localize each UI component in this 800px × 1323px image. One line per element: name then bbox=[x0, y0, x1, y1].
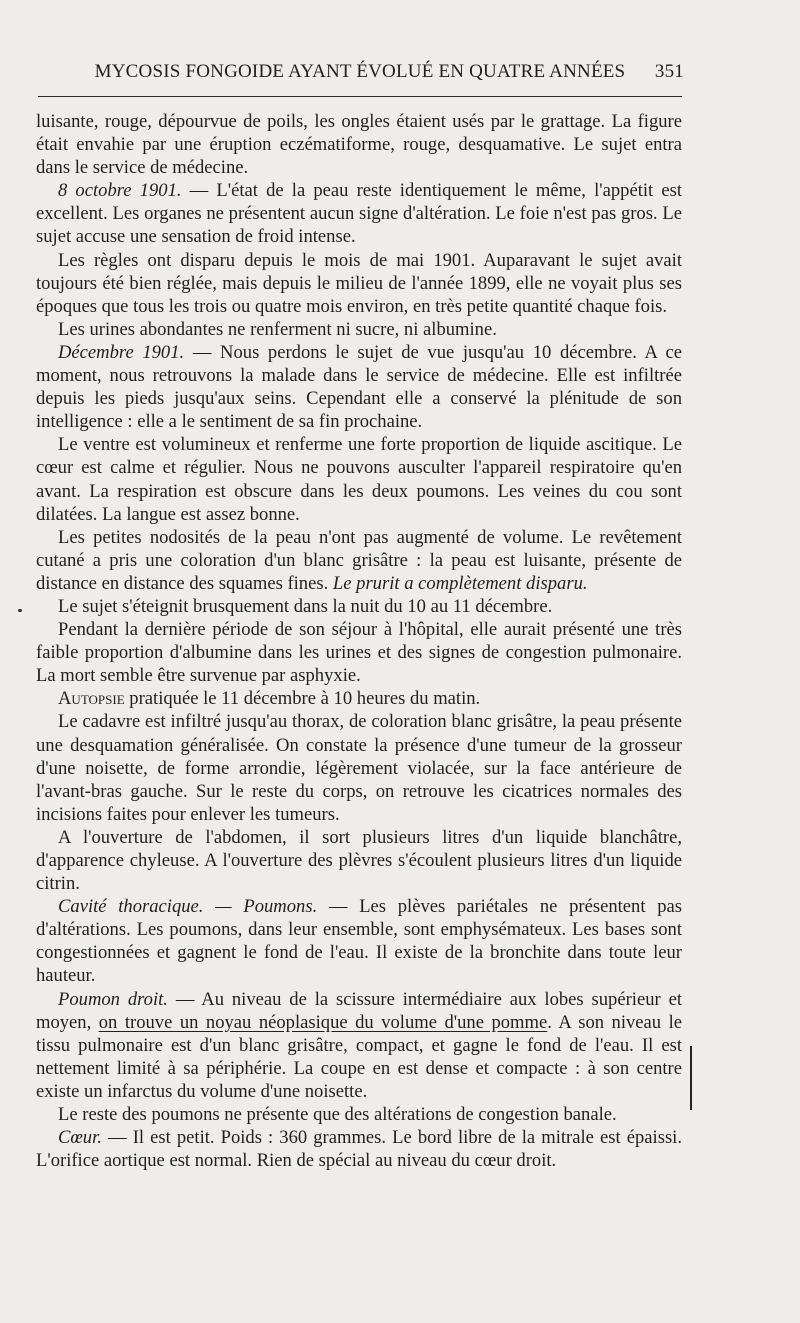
paragraph-11: Le cadavre est infiltré jusqu'au thorax, de coloration blanc grisâtre, la peau présente une desquamation généralisée. On constate la présence d'une tumeur de la grosseur d'une noisette, de forme arrondie, légèrement violacée, sur la face antérieure de l'avant-bras gauche. Sur le reste du corps, on retrouve les cicatrices normales des incisions faites pour enlever les tumeurs. bbox=[36, 711, 682, 825]
section-heading: Cœur. bbox=[58, 1127, 102, 1149]
paragraph-8: Le sujet s'éteignit brusquement dans la nuit du 10 au 11 décembre. bbox=[58, 595, 553, 617]
paragraph-9: Pendant la dernière période de son séjour à l'hôpital, elle aurait présenté une très faible proportion d'albumine dans les urines et des signes de congestion pulmonaire. La mort semble être survenue par asphyxie. bbox=[36, 619, 682, 687]
paragraph-12: A l'ouverture de l'abdomen, il sort plusieurs litres d'un liquide blanchâtre, d'apparence chyleuse. A l'ouverture des plèvres s'écoulent plusieurs litres d'un liquide citrin. bbox=[36, 826, 682, 895]
margin-annotation-bar bbox=[690, 1046, 692, 1110]
section-heading: Autopsie bbox=[58, 688, 125, 710]
header-rule bbox=[38, 96, 682, 97]
running-title: MYCOSIS FONGOIDE AYANT ÉVOLUÉ EN QUATRE ANNÉES bbox=[94, 61, 626, 82]
paragraph-1: luisante, rouge, dépourvue de poils, les ongles étaient usés par le grattage. La figure était envahie par une éruption eczématiforme, rouge, desquamative. Le sujet entra dans le service de médecine. bbox=[36, 111, 682, 179]
underlined-passage: on trouve un noyau néoplasique du volume d'une pomme bbox=[98, 1011, 548, 1033]
running-header bbox=[36, 56, 684, 88]
paragraph-16: Cœur. — Il est petit. Poids : 360 grammes. Le bord libre de la mitrale est épaissi. L'orifice aortique est normal. Rien de spécial au niveau du cœur droit. bbox=[36, 1127, 682, 1172]
section-heading: Cavité thoracique. — Poumons. bbox=[58, 896, 318, 918]
margin-speck bbox=[18, 609, 22, 612]
paragraph-7: Les petites nodosités de la peau n'ont pas augmenté de volume. Le revêtement cutané a pris une coloration d'un blanc grisâtre : la peau est luisante, présente de distance en distance des squames fines. Le prurit a complètement disparu. bbox=[36, 526, 682, 594]
paragraph-10: Autopsie pratiquée le 11 décembre à 10 heures du matin. bbox=[58, 688, 481, 710]
body-text bbox=[36, 110, 682, 1172]
paragraph-15: Le reste des poumons ne présente que des altérations de congestion banale. bbox=[58, 1104, 617, 1126]
page-number: 351 bbox=[654, 61, 684, 82]
paragraph-13: Cavité thoracique. — Poumons. — Les plèves pariétales ne présentent pas d'altérations. Les poumons, dans leur ensemble, sont emphysémateux. Les bases sont congestionnées et gagnent le fond de l'eau. Il existe de la bronchite dans toute leur hauteur. bbox=[36, 896, 682, 987]
paragraph-2: 8 octobre 1901. — L'état de la peau reste identiquement le même, l'appétit est excellent. Les organes ne présentent aucun signe d'altération. Le foie n'est pas gros. Le sujet accuse une sensation de froid intense. bbox=[36, 180, 683, 248]
section-heading: Poumon droit. bbox=[58, 988, 168, 1010]
paragraph-14: Poumon droit. — Au niveau de la scissure intermédiaire aux lobes supérieur et moyen, on trouve un noyau néoplasique du volume d'une pomme. A son niveau le tissu pulmonaire est d'un blanc grisâtre, compact, et gagne le fond de l'eau. Il est nettement limité à sa périphérie. La coupe en est dense et compacte : à son centre existe un infarctus du volume d'une noisette. bbox=[36, 988, 682, 1102]
paragraph-6: Le ventre est volumineux et renferme une forte proportion de liquide ascitique. Le cœur est calme et régulier. Nous ne pouvons ausculter l'appareil respiratoire qu'en avant. La respiration est obscure dans les deux poumons. Les veines du cou sont dilatées. La langue est assez bonne. bbox=[36, 434, 682, 525]
paragraph-4: Les urines abondantes ne renferment ni sucre, ni albumine. bbox=[58, 318, 497, 340]
date-heading: 8 octobre 1901. bbox=[58, 180, 182, 202]
italic-remark: Le prurit a complètement disparu. bbox=[332, 572, 588, 594]
date-heading: Décembre 1901. bbox=[58, 341, 185, 363]
paragraph-5: Décembre 1901. — Nous perdons le sujet de vue jusqu'au 10 décembre. A ce moment, nous retrouvons la malade dans le service de médecine. Elle est infiltrée depuis les pieds jusqu'aux seins. Cependant elle a conservé la plénitude de son intelligence : elle a le sentiment de sa fin prochaine. bbox=[36, 341, 682, 433]
paragraph-3: Les règles ont disparu depuis le mois de mai 1901. Auparavant le sujet avait toujours été bien réglée, mais depuis le milieu de l'année 1899, elle ne voyait plus ses époques que tous les trois ou quatre mois environ, en très petite quantité chaque fois. bbox=[36, 249, 682, 317]
